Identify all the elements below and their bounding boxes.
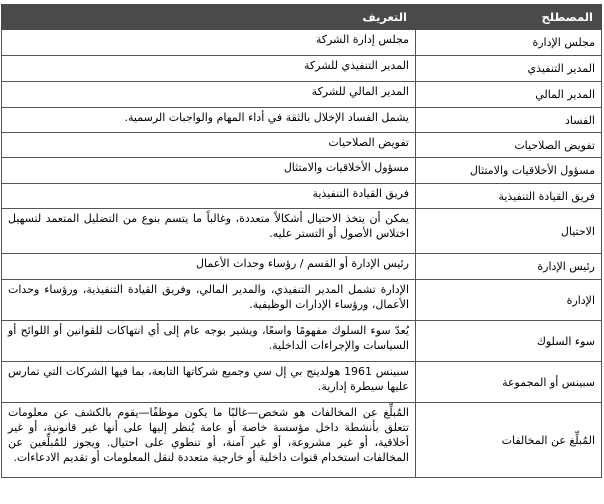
term-cell: الفساد <box>416 108 602 133</box>
term-cell: الإدارة <box>416 280 602 321</box>
definition-cell: المدير المالي للشركة <box>2 82 416 108</box>
table-row <box>2 403 602 478</box>
definition-cell: سبينس 1961 هولدينج بي إل سي وجميع شركاتها التابعة، بما فيها الشركات التي تمارس عليها سيطرة إدارية. <box>2 362 416 403</box>
table-header-row <box>2 5 602 30</box>
definition-cell: المُبلِّغ عن المخالفات هو شخص—غالبًا ما يكون موظفًا—يقوم بالكشف عن معلومات تتعلق بأنشطة داخل مؤسسة خاصة أو عامة يُنظر إليها على أنها غير قانونية، أو غير أخلاقية، أو غير مشروعة، أو غير آمنة، أو تنطوي على احتيال. ويجوز للمُبلِّغين عن المخالفات استخدام قنوات داخلية أو خارجية متعددة لنقل المعلومات أو تقديم الادعاءات. <box>2 403 416 478</box>
table-row <box>2 158 602 184</box>
term-cell: فريق القيادة التنفيذية <box>416 184 602 209</box>
term-cell: المدير المالي <box>416 82 602 108</box>
table-row <box>2 82 602 108</box>
term-cell: تفويض الصلاحيات <box>416 133 602 158</box>
definition-cell: مسؤول الأخلاقيات والامتثال <box>2 158 416 184</box>
table-row <box>2 254 602 280</box>
table-row <box>2 184 602 209</box>
table-row <box>2 56 602 82</box>
term-cell: مسؤول الأخلاقيات والامتثال <box>416 158 602 184</box>
definition-cell: المدير التنفيذي للشركة <box>2 56 416 82</box>
table-row <box>2 30 602 56</box>
definition-cell: الإدارة تشمل المدير التنفيذي، والمدير المالي، وفريق القيادة التنفيذية، ورؤساء وحدات الأعمال، ورؤساء الإدارات الوظيفية. <box>2 280 416 321</box>
table-row <box>2 280 602 321</box>
term-cell: سوء السلوك <box>416 321 602 362</box>
term-cell: الاحتيال <box>416 209 602 254</box>
definition-cell: مجلس إدارة الشركة <box>2 30 416 56</box>
table-row <box>2 362 602 403</box>
definition-column-header: التعريف <box>2 5 416 30</box>
table-row <box>2 133 602 158</box>
term-cell: المُبلِّغ عن المخالفات <box>416 403 602 478</box>
term-cell: مجلس الإدارة <box>416 30 602 56</box>
definition-cell: يشمل الفساد الإخلال بالثقة في أداء المهام والواجبات الرسمية. <box>2 108 416 133</box>
definition-cell: يُعدّ سوء السلوك مفهومًا واسعًا، ويشير بوجه عام إلى أي انتهاكات للقوانين أو اللوائح أو السياسات والإجراءات الداخلية. <box>2 321 416 362</box>
term-column-header: المصطلح <box>416 5 602 30</box>
definition-cell: تفويض الصلاحيات <box>2 133 416 158</box>
table-row <box>2 108 602 133</box>
definition-cell: رئيس الإدارة أو القسم / رؤساء وحدات الأعمال <box>2 254 416 280</box>
term-cell: رئيس الإدارة <box>416 254 602 280</box>
definition-cell: فريق القيادة التنفيذية <box>2 184 416 209</box>
table-row <box>2 321 602 362</box>
definition-cell: يمكن أن يتخذ الاحتيال أشكالاً متعددة، وغالباً ما يتسم بنوع من التضليل المتعمد لتسهيل اختلاس الأصول أو التستر عليه. <box>2 209 416 254</box>
term-cell: المدير التنفيذي <box>416 56 602 82</box>
glossary-table <box>1 4 602 478</box>
term-cell: سبينس أو المجموعة <box>416 362 602 403</box>
table-row <box>2 209 602 254</box>
